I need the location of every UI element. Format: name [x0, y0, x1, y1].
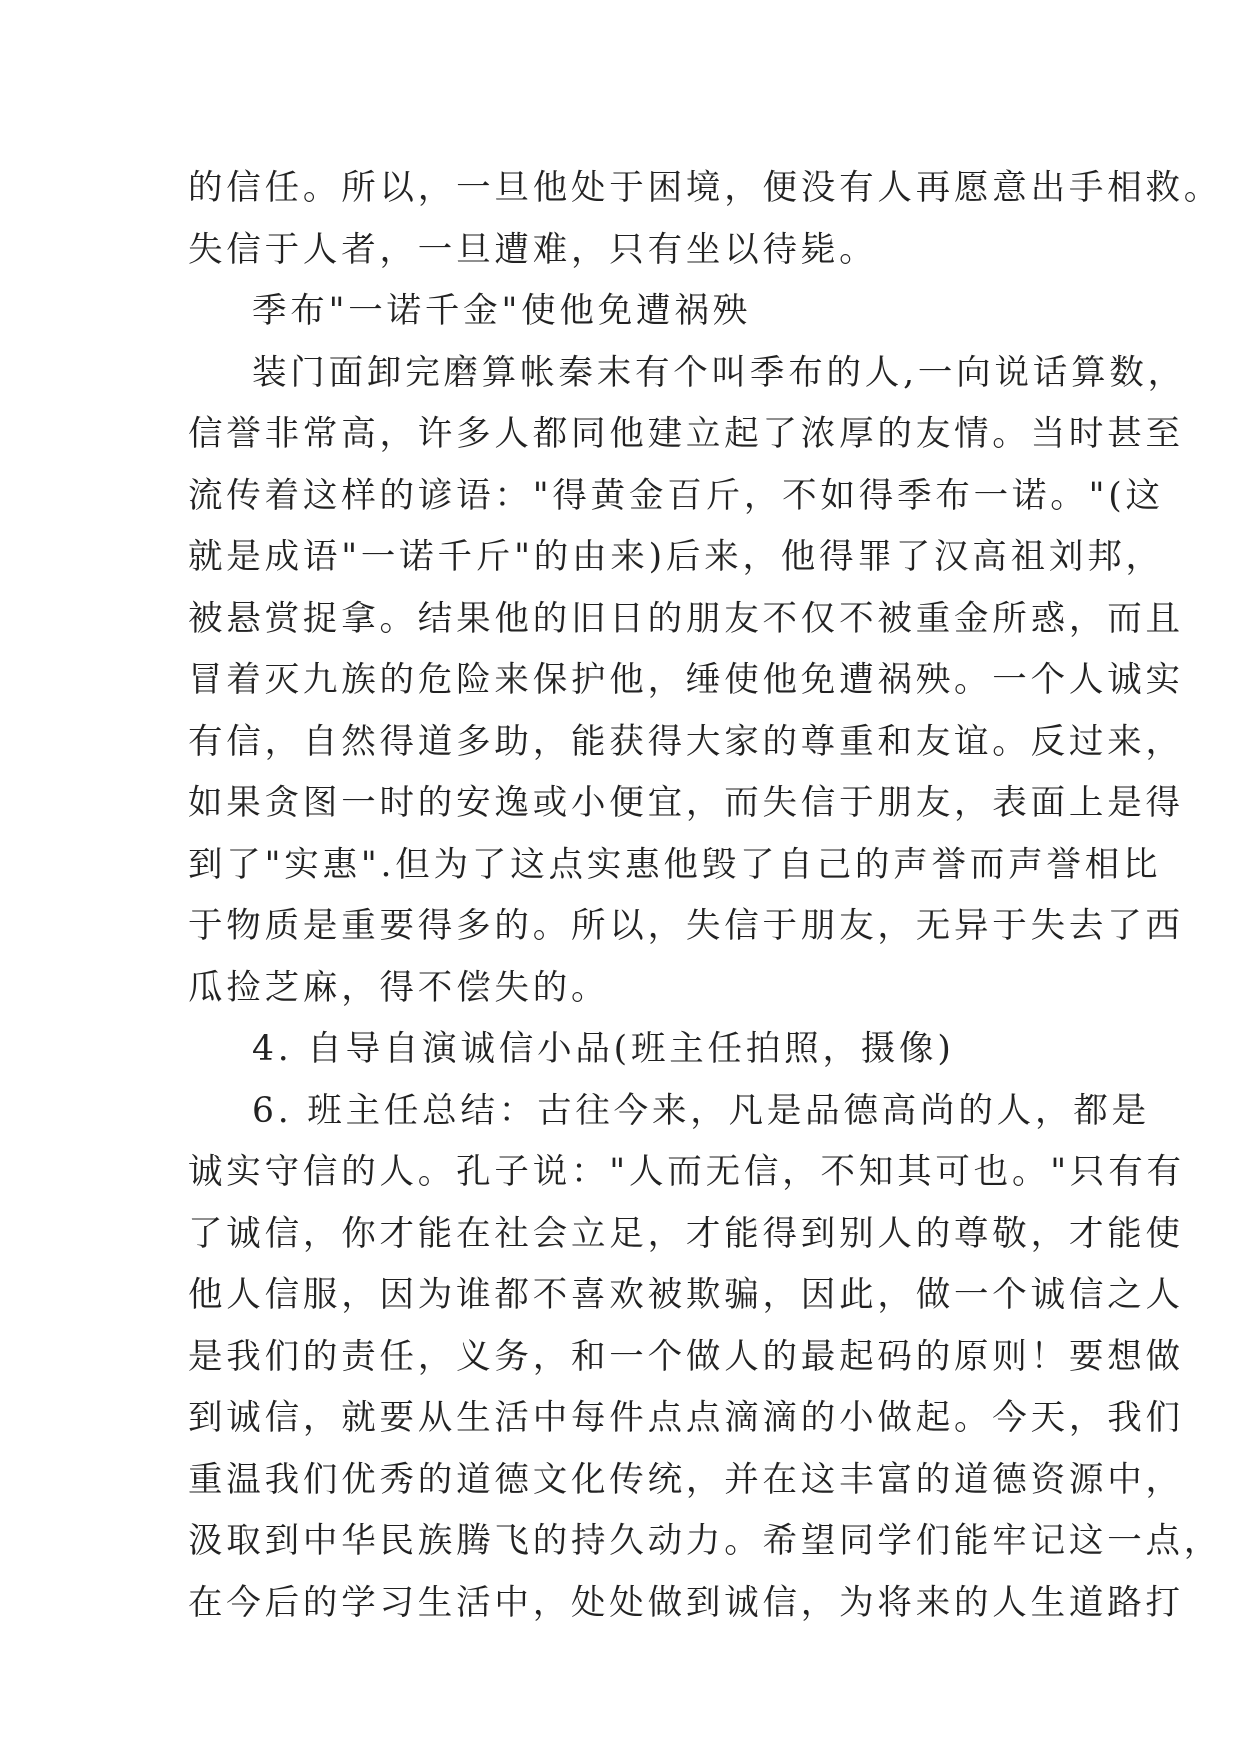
list-item: 6. 班主任总结：古往今来，凡是品德高尚的人，都是 [252, 1090, 1150, 1131]
text-line: 他人信服，因为谁都不喜欢被欺骗，因此，做一个诚信之人 [188, 1275, 1184, 1315]
text-line: 流传着这样的谚语："得黄金百斤，不如得季布一诺。"(这 [188, 475, 1164, 516]
text-line: 瓜捡芝麻，得不偿失的。 [188, 967, 610, 1008]
section-heading: 季布"一诺千金"使他免遭祸殃 [252, 291, 751, 331]
text-line: 装门面卸完磨算帐秦末有个叫季布的人,一向说话算数， [252, 352, 1186, 393]
text-line: 在今后的学习生活中，处处做到诚信，为将来的人生道路打 [188, 1582, 1184, 1623]
text-line: 就是成语"一诺千斤"的由来)后来，他得罪了汉高祖刘邦， [188, 537, 1164, 577]
text-line: 到诚信，就要从生活中每件点点滴滴的小做起。今天，我们 [188, 1398, 1184, 1438]
text-line: 诚实守信的人。孔子说："人而无信，不知其可也。"只有有 [188, 1152, 1185, 1192]
text-line: 冒着灭九族的危险来保护他，缍使他免遭祸殃。一个人诚实 [188, 660, 1184, 700]
text-line: 汲取到中华民族腾飞的持久动力。希望同学们能牢记这一点， [188, 1521, 1223, 1561]
text-line: 于物质是重要得多的。所以，失信于朋友，无异于失去了西 [188, 906, 1184, 946]
text-line: 到了"实惠".但为了这点实惠他毁了自己的声誉而声誉相比 [188, 844, 1162, 885]
list-item: 4. 自导自演诚信小品(班主任拍照，摄像) [252, 1029, 955, 1069]
text-line: 如果贪图一时的安逸或小便宜，而失信于朋友，表面上是得 [188, 783, 1184, 823]
text-line: 失信于人者，一旦遭难，只有坐以待毙。 [188, 229, 878, 270]
text-line: 被悬赏捉拿。结果他的旧日的朋友不仅不被重金所惑，而且 [188, 598, 1184, 639]
text-line: 重温我们优秀的道德文化传统，并在这丰富的道德资源中， [188, 1459, 1184, 1500]
text-line: 了诚信，你才能在社会立足，才能得到别人的尊敬，才能使 [188, 1213, 1184, 1254]
text-line: 是我们的责任，义务，和一个做人的最起码的原则！要想做 [188, 1336, 1184, 1377]
document-page [188, 158, 1223, 1634]
text-line: 信誉非常高，许多人都同他建立起了浓厚的友情。当时甚至 [188, 414, 1184, 454]
text-line: 的信任。所以，一旦他处于困境，便没有人再愿意出手相救。 [188, 168, 1223, 208]
text-line: 有信，自然得道多助，能获得大家的尊重和友谊。反过来， [188, 721, 1184, 762]
